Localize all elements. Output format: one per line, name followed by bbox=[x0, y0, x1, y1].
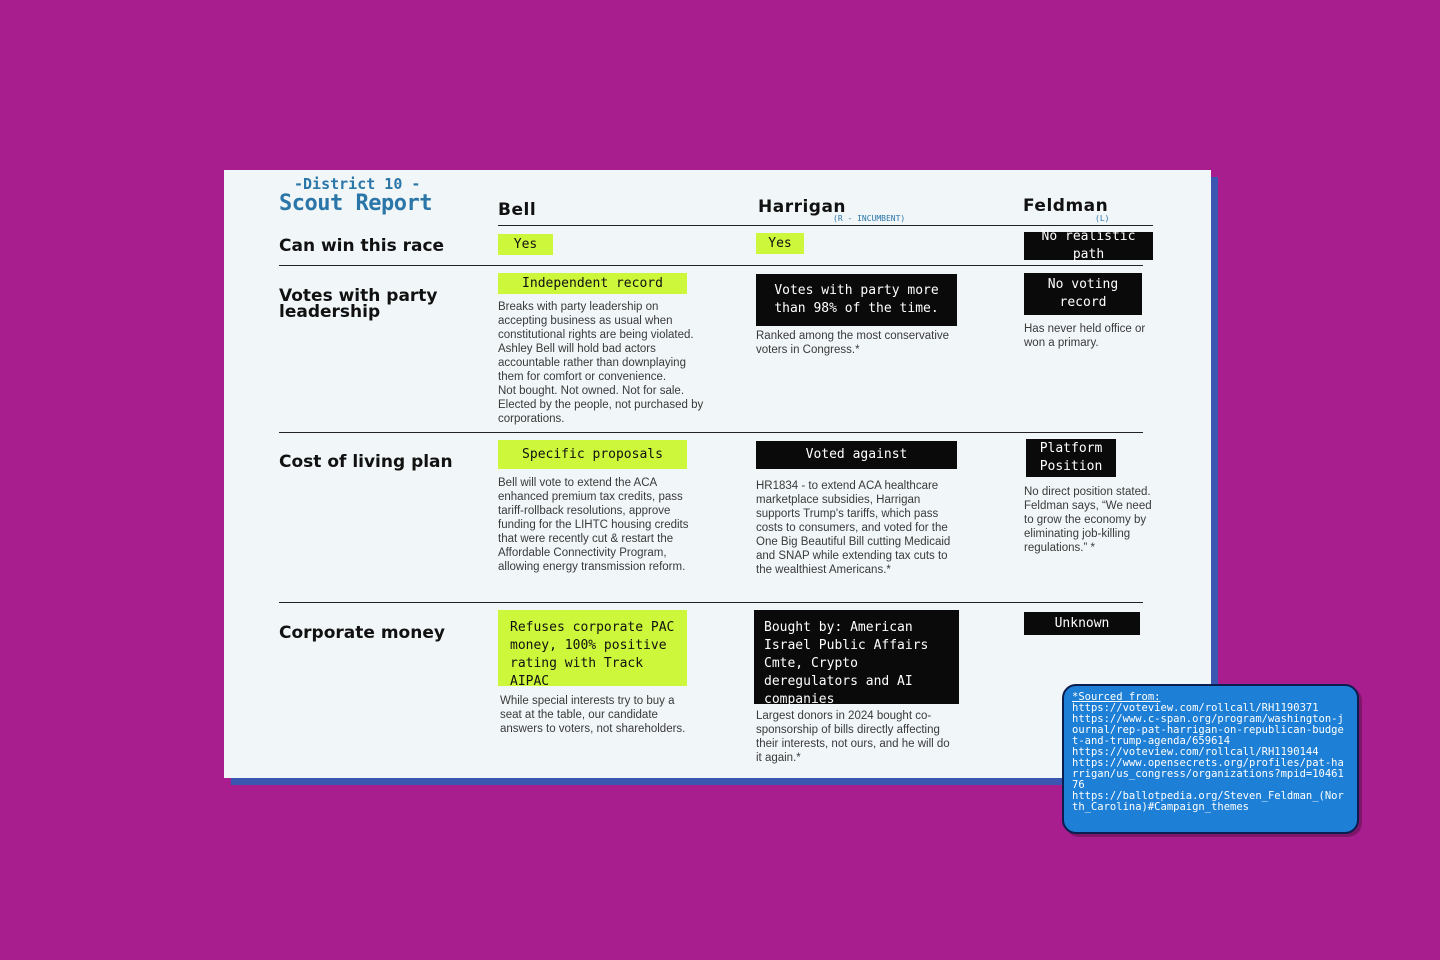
source-link[interactable]: https://ballotpedia.org/Steven_Feldman_(North_Carolina)#Campaign_themes bbox=[1072, 790, 1344, 813]
source-link[interactable]: https://www.c-span.org/program/washington-journal/rep-pat-harrigan-on-republican-budget-and-trump-agenda/659614 bbox=[1072, 713, 1344, 747]
source-link[interactable]: https://www.opensecrets.org/profiles/pat-harrigan/us_congress/organizations?mpid=1046176 bbox=[1072, 757, 1344, 791]
row-label-corporate: Corporate money bbox=[279, 623, 445, 643]
feldman-cost-text: No direct position stated. Feldman says, “We need to grow the economy by eliminating job-killing regulations.” * bbox=[1024, 486, 1152, 554]
feldman-votes-badge: No voting record bbox=[1024, 273, 1142, 315]
sources-heading: *Sourced from: bbox=[1072, 691, 1161, 703]
harrigan-can-win-badge: Yes bbox=[756, 233, 804, 254]
bell-votes-text-2: Not bought. Not owned. Not for sale. Elected by the people, not purchased by corporations. bbox=[498, 385, 704, 425]
bell-corporate-badge: Refuses corporate PAC money, 100% positive rating with Track AIPAC bbox=[498, 610, 687, 686]
header-divider bbox=[498, 225, 1153, 226]
harrigan-cost-badge: Voted against bbox=[756, 441, 957, 469]
bell-votes-text: Breaks with party leadership on accepting business as usual when constitutional rights are being violated. Ashley Bell will hold bad actors accountable rather than downplaying them for comfort or convenience. bbox=[498, 301, 694, 383]
row-label-can-win: Can win this race bbox=[279, 236, 445, 256]
report-title: Scout Report bbox=[279, 191, 432, 216]
scout-report-card bbox=[224, 170, 1211, 778]
bell-corporate-text: While special interests try to buy a seat at the table, our candidate answers to voters, not shareholders. bbox=[500, 695, 686, 735]
feldman-votes-text: Has never held office or won a primary. bbox=[1024, 323, 1146, 349]
harrigan-party-tag: (R - INCUMBENT) bbox=[833, 214, 906, 223]
source-link[interactable]: https://voteview.com/rollcall/RH1190144 bbox=[1072, 746, 1319, 758]
harrigan-cost-text: HR1834 - to extend ACA healthcare marketplace subsidies, Harrigan supports Trump's tariffs, which pass costs to consumers, and voted for the One Big Beautiful Bill cutting Medicaid and SNAP while extending tax cuts to the wealthiest Americans.* bbox=[756, 480, 951, 576]
feldman-cost-badge: Platform Position bbox=[1026, 439, 1116, 477]
candidate-harrigan: Harrigan bbox=[758, 197, 847, 217]
row-divider-1 bbox=[279, 265, 1143, 266]
feldman-party-tag: (L) bbox=[1095, 214, 1110, 223]
harrigan-votes-badge: Votes with party more than 98% of the time. bbox=[756, 274, 957, 326]
row-label-votes-party: Votes with party leadership bbox=[279, 286, 438, 322]
row-label-cost-living: Cost of living plan bbox=[279, 452, 453, 472]
candidate-feldman: Feldman bbox=[1023, 196, 1109, 216]
feldman-corporate-badge: Unknown bbox=[1024, 612, 1140, 635]
candidate-bell: Bell bbox=[498, 200, 537, 220]
bell-cost-text: Bell will vote to extend the ACA enhanced premium tax credits, pass tariff-rollback resolutions, approve funding for the LIHTC housing credits that were recently cut & restart the Affordable Connectivity Program, allowing energy transmission reform. bbox=[498, 477, 689, 573]
harrigan-corporate-badge: Bought by: American Israel Public Affairs Cmte, Crypto deregulators and AI companies bbox=[754, 610, 959, 704]
district-label: -District 10 - bbox=[294, 175, 421, 193]
row-divider-3 bbox=[279, 602, 1143, 603]
row-divider-2 bbox=[279, 432, 1143, 433]
bell-cost-badge: Specific proposals bbox=[498, 440, 687, 469]
bell-votes-badge: Independent record bbox=[498, 273, 687, 294]
sources-box bbox=[1062, 684, 1359, 834]
harrigan-votes-text: Ranked among the most conservative voters in Congress.* bbox=[756, 330, 950, 356]
source-link[interactable]: https://voteview.com/rollcall/RH1190371 bbox=[1072, 702, 1319, 714]
feldman-can-win-badge: No realistic path bbox=[1024, 232, 1153, 260]
bell-can-win-badge: Yes bbox=[498, 234, 553, 255]
harrigan-corporate-text: Largest donors in 2024 bought co-sponsorship of bills directly affecting their interests, not ours, and he will do it again.* bbox=[756, 710, 950, 764]
